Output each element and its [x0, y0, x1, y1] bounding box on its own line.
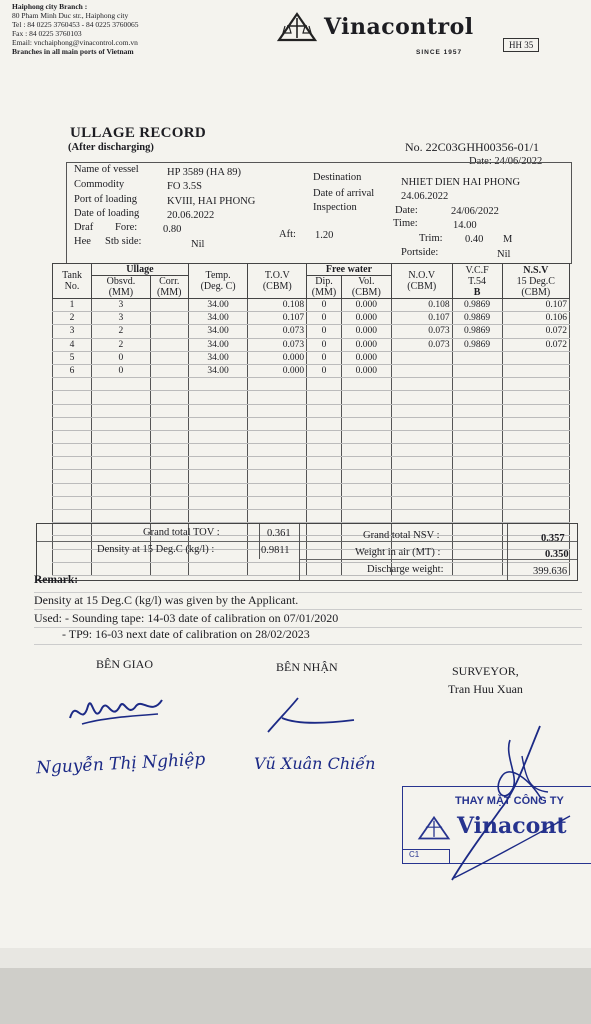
table-row [53, 299, 570, 312]
cell-nov: 0.073 [391, 325, 452, 338]
port-label: Port of loading [74, 194, 137, 205]
cell-obsvd: 3 [92, 299, 151, 312]
arrival-value: 24.06.2022 [401, 191, 449, 202]
cell-vcf: 0.9869 [452, 299, 502, 312]
table-row-empty [53, 510, 570, 523]
document-subtitle: (After discharging) [68, 142, 154, 153]
table-row-empty [53, 470, 570, 483]
remark-line-2: Used: - Sounding tape: 14-03 date of calibration on 07/01/2020 [34, 611, 339, 625]
cell-temp: 34.00 [188, 299, 248, 312]
cell-dip: 0 [307, 364, 342, 377]
cell-tank: 2 [53, 312, 92, 325]
giao-signature-mark [62, 688, 182, 740]
branch-ports: Branches in all main ports of Vietnam [12, 47, 134, 56]
cell-temp: 34.00 [188, 364, 248, 377]
cell-tov: 0.073 [248, 338, 307, 351]
remark-label: Remark: [34, 574, 79, 586]
cell-tov: 0.107 [248, 312, 307, 325]
commodity-label: Commodity [74, 179, 125, 190]
cell-temp: 34.00 [188, 351, 248, 364]
header-ullage: Ullage [92, 264, 189, 276]
cell-nov [391, 364, 452, 377]
document-title: ULLAGE RECORD [70, 125, 206, 141]
cell-vcf [452, 351, 502, 364]
cell-tov: 0.000 [248, 351, 307, 364]
table-row-empty [53, 404, 570, 417]
header-dip: Dip. (MM) [307, 276, 342, 299]
cell-temp: 34.00 [188, 325, 248, 338]
cell-corr [150, 299, 188, 312]
vessel-info-box [66, 162, 572, 264]
cell-vcf: 0.9869 [452, 338, 502, 351]
destination-label: Destination [313, 172, 362, 183]
table-header-row [53, 264, 570, 276]
cell-tank: 1 [53, 299, 92, 312]
cell-vcf: 0.9869 [452, 312, 502, 325]
logo-since: SINCE 1957 [416, 49, 463, 56]
hee-label: Hee [74, 236, 91, 247]
stb-value: Nil [191, 239, 205, 250]
header-obsvd: Obsvd. (MM) [92, 276, 151, 299]
header-temp: Temp. (Deg. C) [188, 264, 248, 299]
stamp-line-1: THAY MẶT CÔNG TY [455, 795, 564, 807]
ben-nhan-label: BÊN NHẬN [276, 660, 338, 674]
cell-nsv: 0.072 [502, 338, 569, 351]
cell-vcf: 0.9869 [452, 325, 502, 338]
header-free-water: Free water [307, 264, 392, 276]
header-tov: T.O.V (CBM) [248, 264, 307, 299]
cell-dip: 0 [307, 325, 342, 338]
aft-value: 1.20 [315, 230, 334, 241]
cell-tov: 0.073 [248, 325, 307, 338]
branch-info [12, 2, 139, 56]
cell-nsv [502, 364, 569, 377]
time-value: 14.00 [453, 220, 477, 231]
fore-value: 0.80 [163, 224, 182, 235]
cell-dip: 0 [307, 338, 342, 351]
fore-label: Fore: [115, 222, 138, 233]
commodity-value: FO 3.5S [167, 181, 203, 192]
cell-nov [391, 351, 452, 364]
surveyor-label: SURVEYOR, [452, 664, 519, 678]
branch-fax: Fax : 84 0225 3760103 [12, 29, 82, 38]
cell-obsvd: 2 [92, 325, 151, 338]
cell-dip: 0 [307, 312, 342, 325]
date-loading-value: 20.06.2022 [167, 210, 215, 221]
cell-temp: 34.00 [188, 338, 248, 351]
vessel-label: Name of vessel [74, 164, 139, 175]
cell-nsv [502, 351, 569, 364]
table-row-empty [53, 430, 570, 443]
surveyor-name: Tran Huu Xuan [448, 682, 523, 696]
header-nsv: N.S.V 15 Deg.C (CBM) [502, 264, 569, 299]
cell-obsvd: 3 [92, 312, 151, 325]
background-surface [0, 968, 591, 1024]
cell-obsvd: 0 [92, 364, 151, 377]
nhan-signature-mark [262, 694, 362, 738]
table-row-empty [53, 444, 570, 457]
table-row [53, 312, 570, 325]
table-row [53, 338, 570, 351]
document-number: No. 22C03GHH00356-01/1 [405, 140, 539, 154]
table-row-empty [53, 457, 570, 470]
cell-nsv: 0.072 [502, 325, 569, 338]
cell-vol: 0.000 [341, 325, 391, 338]
destination-value: NHIET DIEN HAI PHONG [401, 177, 521, 188]
draf-label: Draf [74, 222, 94, 233]
inspection-label: Inspection [313, 202, 357, 213]
header-corr: Corr. (MM) [150, 276, 188, 299]
cell-tank: 3 [53, 325, 92, 338]
cell-vol: 0.000 [341, 312, 391, 325]
density-value: 0.9811 [261, 545, 290, 556]
cell-tank: 4 [53, 338, 92, 351]
total-tov-label: Grand total TOV : [143, 527, 220, 538]
stamp-line-2: Vinacont [457, 813, 567, 839]
cell-vcf [452, 364, 502, 377]
logo-wordmark: Vinacontrol [324, 14, 474, 40]
remark-line-3: - TP9: 16-03 next date of calibration on 28/02/2023 [62, 627, 310, 641]
discharge-label: Discharge weight: [367, 564, 444, 575]
density-label: Density at 15 Deg.C (kg/l) : [97, 544, 215, 555]
header-vcf: V.C.F T.54 B [452, 264, 502, 299]
cell-obsvd: 2 [92, 338, 151, 351]
header-tank: Tank No. [53, 264, 92, 299]
portside-label: Portside: [401, 247, 439, 258]
date-loading-label: Date of loading [74, 208, 140, 219]
cell-nov: 0.073 [391, 338, 452, 351]
nhan-signed-name: Vũ Xuân Chiến [254, 754, 376, 773]
arrival-label: Date of arrival [313, 188, 375, 199]
stamp-code: C1 [409, 850, 420, 859]
weight-label: Weight in air (MT) : [355, 547, 441, 558]
cell-corr [150, 312, 188, 325]
cell-tov: 0.000 [248, 364, 307, 377]
header-vol: Vol. (CBM) [341, 276, 391, 299]
cell-corr [150, 338, 188, 351]
branch-title: Haiphong city Branch : [12, 2, 88, 11]
cell-nov: 0.108 [391, 299, 452, 312]
table-row-empty [53, 417, 570, 430]
branch-email: Email: vnchaiphong@vinacontrol.com.vn [12, 38, 138, 47]
total-tov-value: 0.361 [267, 528, 291, 539]
cell-tov: 0.108 [248, 299, 307, 312]
trim-unit: M [503, 234, 513, 245]
table-row [53, 364, 570, 377]
time-label: Time: [393, 218, 418, 229]
cell-tank: 6 [53, 364, 92, 377]
cell-temp: 34.00 [188, 312, 248, 325]
table-row-empty [53, 378, 570, 391]
weight-value: 0.350 [545, 549, 569, 560]
scales-icon [276, 12, 318, 42]
trim-value: 0.40 [465, 234, 484, 245]
cell-nsv: 0.107 [502, 299, 569, 312]
table-row-empty [53, 391, 570, 404]
table-row [53, 351, 570, 364]
cell-corr [150, 351, 188, 364]
header-nov: N.O.V (CBM) [391, 264, 452, 299]
ben-giao-label: BÊN GIAO [96, 657, 153, 671]
cell-vol: 0.000 [341, 299, 391, 312]
table-row-empty [53, 483, 570, 496]
cell-vol: 0.000 [341, 351, 391, 364]
cell-corr [150, 325, 188, 338]
cell-nsv: 0.106 [502, 312, 569, 325]
branch-tel: Tel : 84 0225 3760453 - 84 0225 3760065 [12, 20, 139, 29]
branch-address: 80 Pham Minh Duc str., Haiphong city [12, 11, 129, 20]
remark-line-1: Density at 15 Deg.C (kg/l) was given by the Applicant. [34, 593, 299, 607]
discharge-value: 399.636 [533, 566, 568, 577]
table-row-empty [53, 496, 570, 509]
vinacontrol-logo [276, 12, 474, 42]
form-code: HH 35 [503, 38, 539, 52]
portside-value: Nil [497, 249, 511, 260]
stb-label: Stb side: [105, 236, 142, 247]
table-row [53, 325, 570, 338]
cell-vol: 0.000 [341, 364, 391, 377]
total-nsv-label: Grand total NSV : [363, 530, 440, 541]
inspection-date-label: Date: [395, 205, 418, 216]
totals-box [36, 523, 578, 581]
cell-nov: 0.107 [391, 312, 452, 325]
trim-label: Trim: [419, 233, 443, 244]
port-value: KVIII, HAI PHONG [167, 196, 256, 207]
document-date: Date: 24/06/2022 [469, 156, 543, 167]
cell-obsvd: 0 [92, 351, 151, 364]
cell-dip: 0 [307, 299, 342, 312]
surveyor-signature-mark [430, 720, 580, 890]
total-nsv-value: 0.357 [541, 533, 565, 544]
cell-vol: 0.000 [341, 338, 391, 351]
cell-tank: 5 [53, 351, 92, 364]
giao-signed-name: Nguyễn Thị Nghiệp [35, 749, 206, 779]
vessel-value: HP 3589 (HA 89) [167, 167, 241, 178]
cell-corr [150, 364, 188, 377]
inspection-date-value: 24/06/2022 [451, 206, 499, 217]
aft-label: Aft: [279, 229, 296, 240]
cell-dip: 0 [307, 351, 342, 364]
